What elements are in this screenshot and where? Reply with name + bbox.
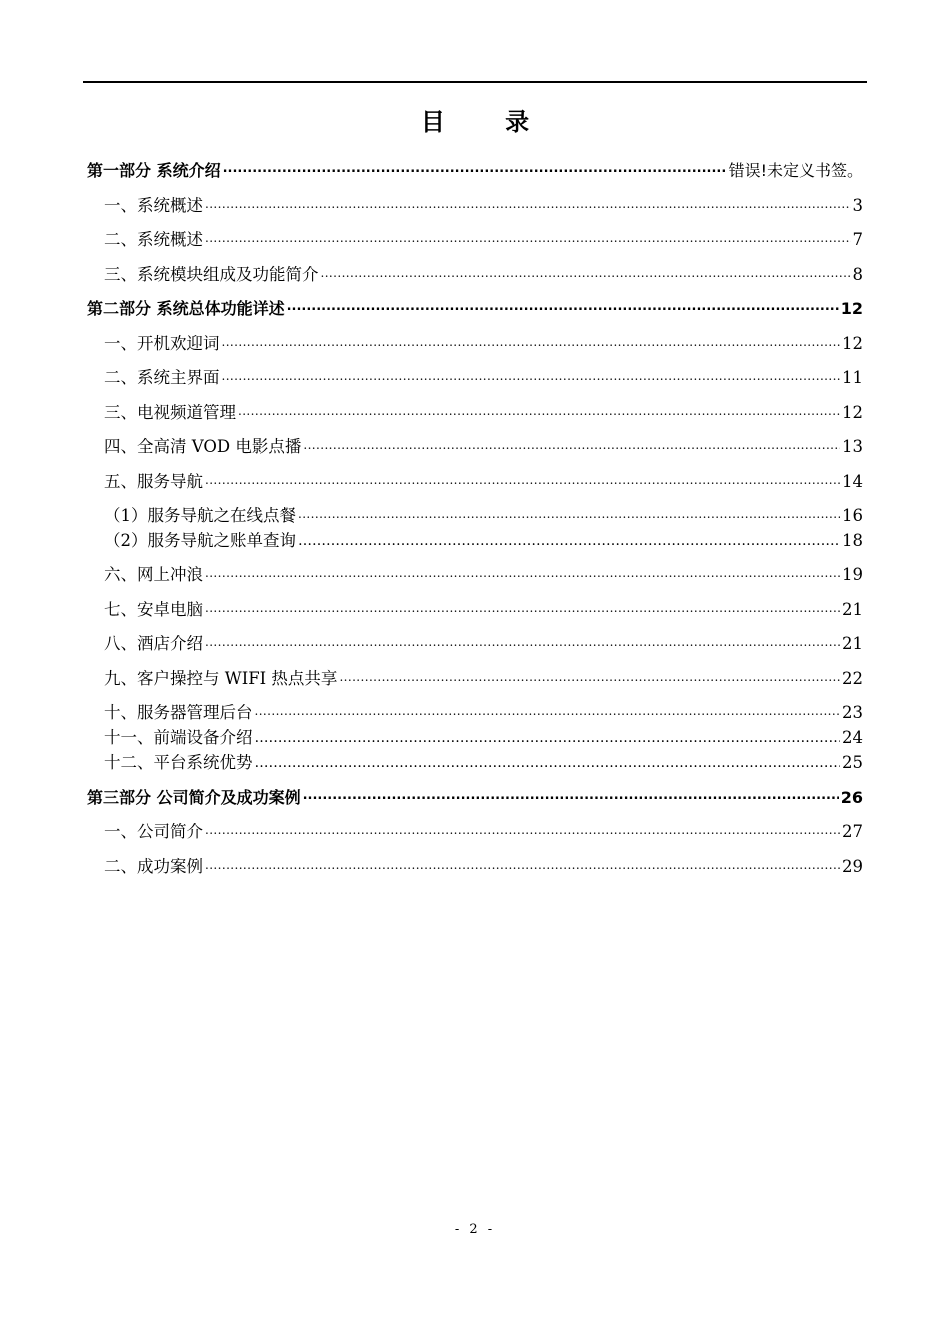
toc-entry-label: 第二部分 系统总体功能详述 (87, 299, 285, 318)
toc-entry-label: 二、系统主界面 (104, 368, 220, 387)
toc-entry-label: （2）服务导航之账单查询 (104, 531, 296, 550)
dot-leader (298, 506, 840, 526)
toc-entry-page: 错误!未定义书签。 (728, 161, 863, 180)
toc-entry-page: 13 (842, 437, 863, 456)
dot-leader (205, 634, 840, 654)
toc-entry-label: 七、安卓电脑 (104, 600, 203, 619)
toc-entry-label: 二、系统概述 (104, 230, 203, 249)
toc-entry-label: 十、服务器管理后台 (104, 703, 253, 722)
dot-leader (303, 437, 840, 457)
dot-leader (255, 703, 841, 723)
toc-entry-page: 27 (842, 822, 863, 841)
toc-entry-label: 一、公司简介 (104, 822, 203, 841)
toc-entry[interactable] (87, 364, 863, 388)
toc-entry-label: 一、开机欢迎词 (104, 334, 220, 353)
toc-entry[interactable] (87, 468, 863, 492)
toc-entry-page: 21 (842, 634, 863, 653)
toc-entry-label: 一、系统概述 (104, 196, 203, 215)
toc-entry[interactable] (87, 502, 863, 526)
toc-entry-page: 12 (840, 299, 863, 318)
toc-entry-label: 十二、平台系统优势 (104, 753, 253, 772)
toc-entry-label: 九、客户操控与 WIFI 热点共享 (104, 669, 338, 688)
toc-entry[interactable] (87, 699, 863, 723)
dot-leader (205, 600, 840, 620)
dot-leader (303, 788, 839, 808)
toc-entry[interactable] (87, 853, 863, 877)
toc-entry-page: 3 (852, 196, 863, 215)
toc-entry[interactable] (87, 724, 863, 748)
dot-leader (255, 728, 841, 748)
toc-entry-page: 11 (842, 368, 863, 387)
toc-entry[interactable] (87, 226, 863, 250)
header-rule (83, 81, 867, 83)
toc-entry-page: 18 (842, 531, 863, 550)
toc-entry-label: 十一、前端设备介绍 (104, 728, 253, 747)
page-number: - 2 - (454, 1222, 496, 1237)
toc-entry-label: 六、网上冲浪 (104, 565, 203, 584)
toc-entry-page: 22 (842, 669, 863, 688)
dot-leader (255, 753, 841, 773)
dot-leader (339, 669, 840, 689)
toc-entry-page: 29 (842, 857, 863, 876)
toc-entry-page: 7 (852, 230, 863, 249)
dot-leader (205, 822, 840, 842)
dot-leader (287, 299, 839, 319)
toc-entry[interactable] (87, 192, 863, 216)
toc-entry[interactable] (87, 561, 863, 585)
toc-entry[interactable] (87, 330, 863, 354)
dot-leader (205, 196, 851, 216)
toc-entry-part-3[interactable] (87, 784, 863, 808)
dot-leader (205, 857, 840, 877)
dot-leader (205, 472, 840, 492)
toc-entry-label: 三、系统模块组成及功能简介 (104, 265, 319, 284)
toc-entry[interactable] (87, 665, 863, 689)
toc-entry-page: 25 (842, 753, 863, 772)
dot-leader (205, 565, 840, 585)
dot-leader (298, 531, 840, 551)
toc-entry-page: 12 (842, 403, 863, 422)
toc-entry-page: 26 (840, 788, 863, 807)
toc-entry-page: 19 (842, 565, 863, 584)
toc-entry-page: 24 (842, 728, 863, 747)
toc-entry-page: 23 (842, 703, 863, 722)
toc-entry-page: 21 (842, 600, 863, 619)
toc-entry[interactable] (87, 749, 863, 773)
toc-entry[interactable] (87, 630, 863, 654)
dot-leader (205, 230, 851, 250)
toc-entry-page: 8 (852, 265, 863, 284)
dot-leader (223, 161, 727, 181)
toc-entry[interactable] (87, 596, 863, 620)
dot-leader (321, 265, 851, 285)
toc-title: 目 录 (420, 108, 556, 136)
toc-entry-label: 五、服务导航 (104, 472, 203, 491)
toc-entry[interactable] (87, 818, 863, 842)
dot-leader (238, 403, 840, 423)
toc-entry-label: 四、全高清 VOD 电影点播 (104, 437, 302, 456)
toc-entry-page: 12 (842, 334, 863, 353)
toc-entry-page: 14 (842, 472, 863, 491)
toc-entry[interactable] (87, 261, 863, 285)
toc-entry-label: 八、酒店介绍 (104, 634, 203, 653)
toc-entry-part-1[interactable] (87, 157, 863, 181)
dot-leader (222, 368, 841, 388)
toc-entry[interactable] (87, 399, 863, 423)
toc-entry-part-2[interactable] (87, 295, 863, 319)
toc-entry-label: 第一部分 系统介绍 (87, 161, 221, 180)
toc-entry[interactable] (87, 527, 863, 551)
toc-entry-page: 16 (842, 506, 863, 525)
toc-entry-label: 第三部分 公司简介及成功案例 (87, 788, 301, 807)
toc-entry-label: （1）服务导航之在线点餐 (104, 506, 296, 525)
toc-entry-label: 三、电视频道管理 (104, 403, 236, 422)
toc-entry[interactable] (87, 433, 863, 457)
dot-leader (222, 334, 841, 354)
toc-entry-label: 二、成功案例 (104, 857, 203, 876)
